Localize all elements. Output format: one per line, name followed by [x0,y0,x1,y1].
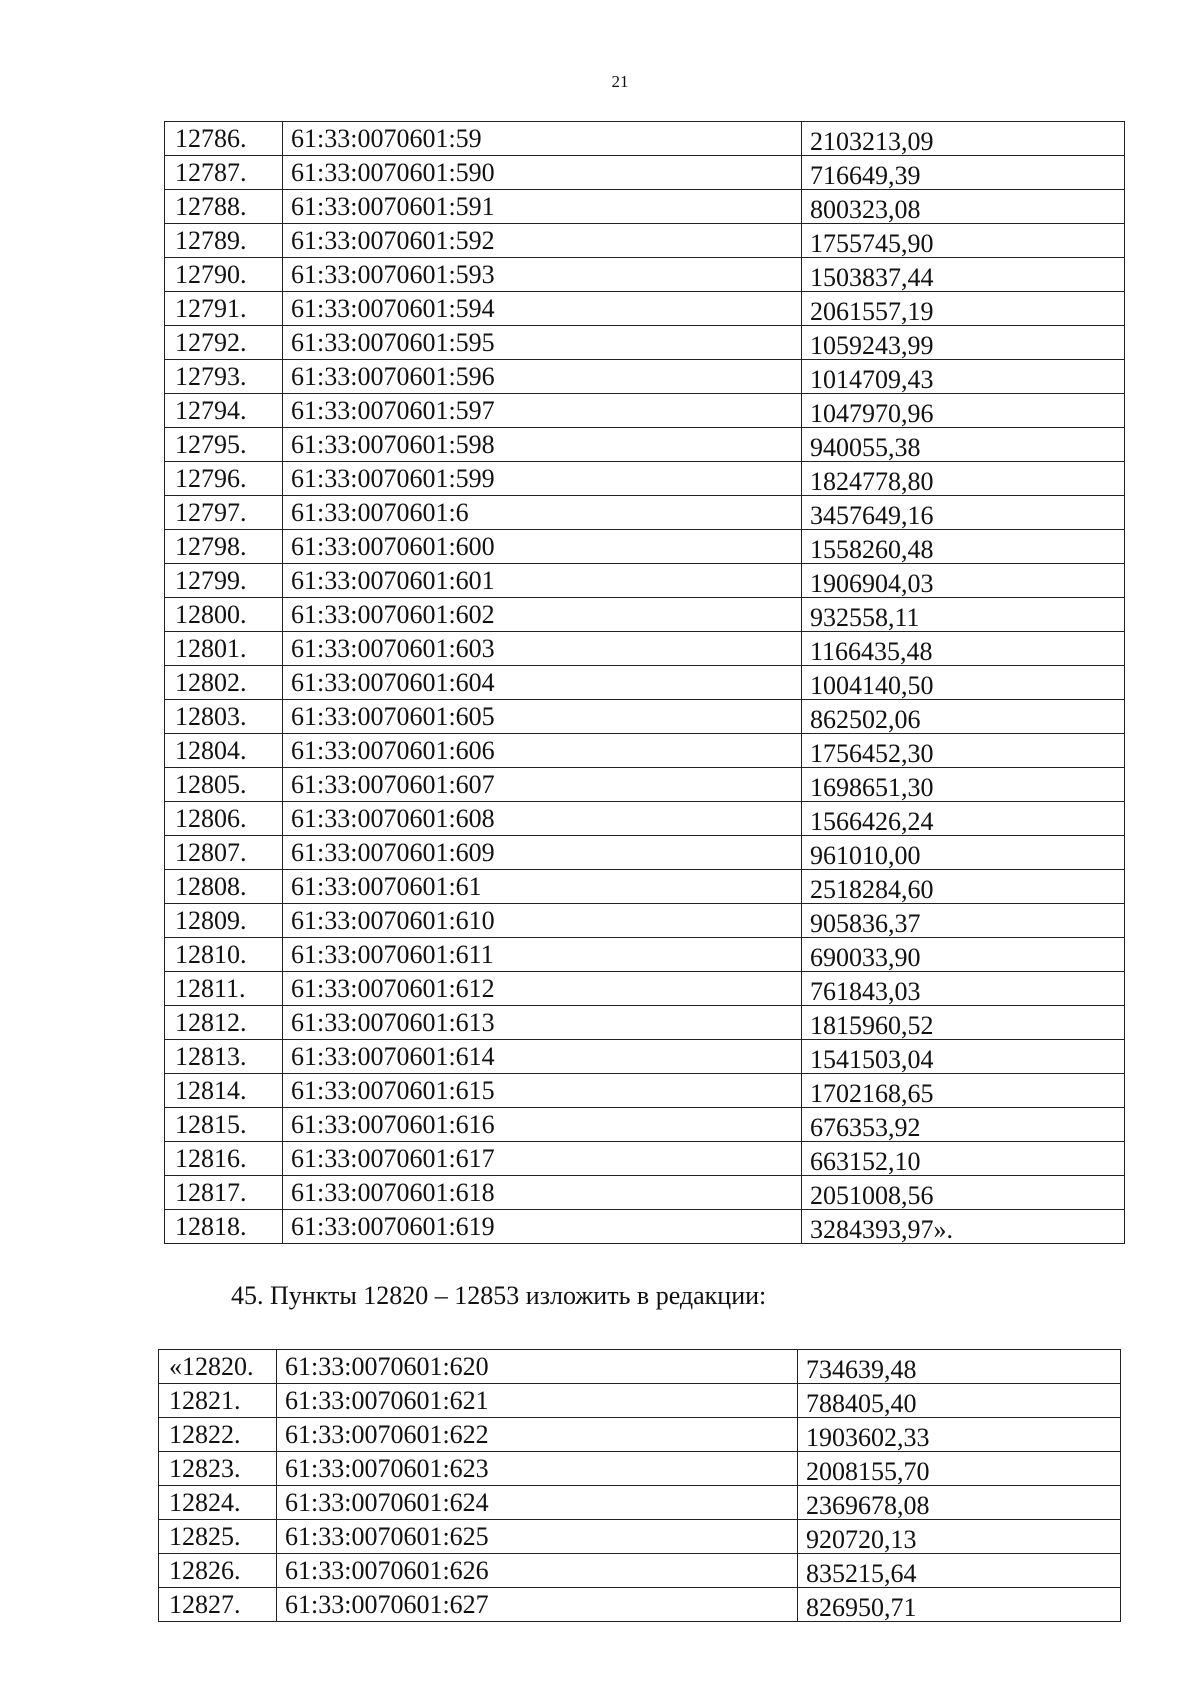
item-number-cell: 12792. [165,326,283,360]
cadastral-value-cell: 2061557,19 [802,292,1125,326]
cadastral-number-cell: 61:33:0070601:625 [277,1520,798,1554]
cadastral-value-table-2 [158,1349,1121,1622]
cadastral-value-cell: 716649,39 [802,156,1125,190]
cadastral-value-cell: 1756452,30 [802,734,1125,768]
item-number-cell: 12826. [159,1554,277,1588]
cadastral-value-cell: 1815960,52 [802,1006,1125,1040]
cadastral-number-cell: 61:33:0070601:620 [277,1350,798,1384]
item-number-cell: 12791. [165,292,283,326]
table-row [165,530,1125,564]
table-row [165,462,1125,496]
table-row [165,734,1125,768]
table-row [165,768,1125,802]
table-row [165,836,1125,870]
table-row [165,700,1125,734]
cadastral-value-cell: 3457649,16 [802,496,1125,530]
cadastral-number-cell: 61:33:0070601:591 [283,190,802,224]
item-number-cell: 12799. [165,564,283,598]
cadastral-value-cell: 734639,48 [798,1350,1121,1384]
table-row [165,802,1125,836]
table-row [159,1418,1121,1452]
cadastral-number-cell: 61:33:0070601:609 [283,836,802,870]
cadastral-value-cell: 761843,03 [802,972,1125,1006]
cadastral-value-cell: 905836,37 [802,904,1125,938]
item-number-cell: 12823. [159,1452,277,1486]
table-row [165,394,1125,428]
table-row [165,496,1125,530]
cadastral-number-cell: 61:33:0070601:610 [283,904,802,938]
item-number-cell: 12798. [165,530,283,564]
item-number-cell: 12811. [165,972,283,1006]
item-number-cell: 12818. [165,1210,283,1244]
table-row [165,292,1125,326]
item-number-cell: 12807. [165,836,283,870]
table-row [165,598,1125,632]
cadastral-value-cell: 1047970,96 [802,394,1125,428]
cadastral-value-cell: 1014709,43 [802,360,1125,394]
table-row [165,1040,1125,1074]
cadastral-number-cell: 61:33:0070601:618 [283,1176,802,1210]
cadastral-value-cell: 2008155,70 [798,1452,1121,1486]
cadastral-number-cell: 61:33:0070601:596 [283,360,802,394]
cadastral-number-cell: 61:33:0070601:624 [277,1486,798,1520]
cadastral-value-cell: 2051008,56 [802,1176,1125,1210]
cadastral-number-cell: 61:33:0070601:619 [283,1210,802,1244]
cadastral-value-cell: 788405,40 [798,1384,1121,1418]
cadastral-number-cell: 61:33:0070601:603 [283,632,802,666]
cadastral-number-cell: 61:33:0070601:617 [283,1142,802,1176]
cadastral-number-cell: 61:33:0070601:615 [283,1074,802,1108]
table-row [159,1452,1121,1486]
cadastral-value-cell: 3284393,97». [802,1210,1125,1244]
item-number-cell: 12809. [165,904,283,938]
table-row [165,190,1125,224]
table-row [165,632,1125,666]
cadastral-number-cell: 61:33:0070601:623 [277,1452,798,1486]
table-row [165,870,1125,904]
cadastral-number-cell: 61:33:0070601:627 [277,1588,798,1622]
page-number: 21 [611,72,629,91]
cadastral-value-cell: 663152,10 [802,1142,1125,1176]
cadastral-number-cell: 61:33:0070601:593 [283,258,802,292]
cadastral-value-cell: 1903602,33 [798,1418,1121,1452]
cadastral-number-cell: 61:33:0070601:597 [283,394,802,428]
item-number-cell: 12794. [165,394,283,428]
table-row [159,1520,1121,1554]
item-number-cell: «12820. [159,1350,277,1384]
cadastral-value-cell: 676353,92 [802,1108,1125,1142]
cadastral-number-cell: 61:33:0070601:592 [283,224,802,258]
item-number-cell: 12821. [159,1384,277,1418]
cadastral-number-cell: 61:33:0070601:612 [283,972,802,1006]
cadastral-number-cell: 61:33:0070601:59 [283,122,802,156]
table-row [165,904,1125,938]
table-row [165,360,1125,394]
table-row [165,1074,1125,1108]
cadastral-value-cell: 920720,13 [798,1520,1121,1554]
table-row [165,428,1125,462]
item-number-cell: 12822. [159,1418,277,1452]
cadastral-value-cell: 1824778,80 [802,462,1125,496]
item-number-cell: 12800. [165,598,283,632]
cadastral-value-cell: 1558260,48 [802,530,1125,564]
cadastral-number-cell: 61:33:0070601:613 [283,1006,802,1040]
item-number-cell: 12790. [165,258,283,292]
cadastral-number-cell: 61:33:0070601:6 [283,496,802,530]
table-row [159,1486,1121,1520]
cadastral-value-cell: 1698651,30 [802,768,1125,802]
cadastral-number-cell: 61:33:0070601:602 [283,598,802,632]
item-number-cell: 12817. [165,1176,283,1210]
item-number-cell: 12801. [165,632,283,666]
cadastral-number-cell: 61:33:0070601:600 [283,530,802,564]
item-number-cell: 12789. [165,224,283,258]
cadastral-value-cell: 826950,71 [798,1588,1121,1622]
cadastral-number-cell: 61:33:0070601:604 [283,666,802,700]
cadastral-value-cell: 1702168,65 [802,1074,1125,1108]
cadastral-value-cell: 932558,11 [802,598,1125,632]
cadastral-number-cell: 61:33:0070601:611 [283,938,802,972]
item-number-cell: 12795. [165,428,283,462]
table-2-body [159,1350,1121,1622]
item-number-cell: 12796. [165,462,283,496]
item-number-cell: 12787. [165,156,283,190]
cadastral-value-cell: 961010,00 [802,836,1125,870]
paragraph-45: 45. Пункты 12820 – 12853 изложить в редакции: [231,1281,767,1310]
cadastral-number-cell: 61:33:0070601:608 [283,802,802,836]
cadastral-number-cell: 61:33:0070601:598 [283,428,802,462]
cadastral-value-cell: 1566426,24 [802,802,1125,836]
cadastral-value-cell: 1004140,50 [802,666,1125,700]
cadastral-number-cell: 61:33:0070601:614 [283,1040,802,1074]
cadastral-number-cell: 61:33:0070601:590 [283,156,802,190]
cadastral-value-cell: 862502,06 [802,700,1125,734]
item-number-cell: 12803. [165,700,283,734]
item-number-cell: 12806. [165,802,283,836]
table-row [165,1176,1125,1210]
table-row [159,1384,1121,1418]
cadastral-value-cell: 2103213,09 [802,122,1125,156]
table-row [165,564,1125,598]
table-row [165,938,1125,972]
table-row [159,1588,1121,1622]
item-number-cell: 12816. [165,1142,283,1176]
cadastral-value-cell: 690033,90 [802,938,1125,972]
item-number-cell: 12804. [165,734,283,768]
cadastral-number-cell: 61:33:0070601:621 [277,1384,798,1418]
cadastral-number-cell: 61:33:0070601:622 [277,1418,798,1452]
item-number-cell: 12802. [165,666,283,700]
cadastral-value-cell: 2369678,08 [798,1486,1121,1520]
table-row [165,156,1125,190]
cadastral-number-cell: 61:33:0070601:601 [283,564,802,598]
cadastral-value-cell: 940055,38 [802,428,1125,462]
table-row [159,1350,1121,1384]
table-row [165,1142,1125,1176]
cadastral-value-cell: 1755745,90 [802,224,1125,258]
cadastral-value-cell: 835215,64 [798,1554,1121,1588]
cadastral-value-cell: 1503837,44 [802,258,1125,292]
item-number-cell: 12827. [159,1588,277,1622]
cadastral-number-cell: 61:33:0070601:605 [283,700,802,734]
table-row [165,122,1125,156]
table-row [165,972,1125,1006]
item-number-cell: 12793. [165,360,283,394]
cadastral-number-cell: 61:33:0070601:616 [283,1108,802,1142]
cadastral-value-cell: 1166435,48 [802,632,1125,666]
item-number-cell: 12825. [159,1520,277,1554]
cadastral-number-cell: 61:33:0070601:594 [283,292,802,326]
table-row [165,1006,1125,1040]
cadastral-number-cell: 61:33:0070601:607 [283,768,802,802]
table-row [165,258,1125,292]
table-row [165,224,1125,258]
item-number-cell: 12788. [165,190,283,224]
cadastral-value-cell: 1059243,99 [802,326,1125,360]
item-number-cell: 12824. [159,1486,277,1520]
table-row [165,1108,1125,1142]
table-row [165,326,1125,360]
table-row [165,666,1125,700]
cadastral-value-cell: 2518284,60 [802,870,1125,904]
table-1-body [165,122,1125,1244]
cadastral-value-cell: 1906904,03 [802,564,1125,598]
cadastral-number-cell: 61:33:0070601:61 [283,870,802,904]
cadastral-number-cell: 61:33:0070601:606 [283,734,802,768]
item-number-cell: 12805. [165,768,283,802]
cadastral-value-cell: 1541503,04 [802,1040,1125,1074]
cadastral-number-cell: 61:33:0070601:595 [283,326,802,360]
item-number-cell: 12815. [165,1108,283,1142]
item-number-cell: 12814. [165,1074,283,1108]
item-number-cell: 12812. [165,1006,283,1040]
table-row [165,1210,1125,1244]
item-number-cell: 12808. [165,870,283,904]
cadastral-value-table-1 [164,121,1125,1244]
cadastral-value-cell: 800323,08 [802,190,1125,224]
item-number-cell: 12813. [165,1040,283,1074]
cadastral-number-cell: 61:33:0070601:626 [277,1554,798,1588]
item-number-cell: 12810. [165,938,283,972]
item-number-cell: 12786. [165,122,283,156]
cadastral-number-cell: 61:33:0070601:599 [283,462,802,496]
item-number-cell: 12797. [165,496,283,530]
table-row [159,1554,1121,1588]
